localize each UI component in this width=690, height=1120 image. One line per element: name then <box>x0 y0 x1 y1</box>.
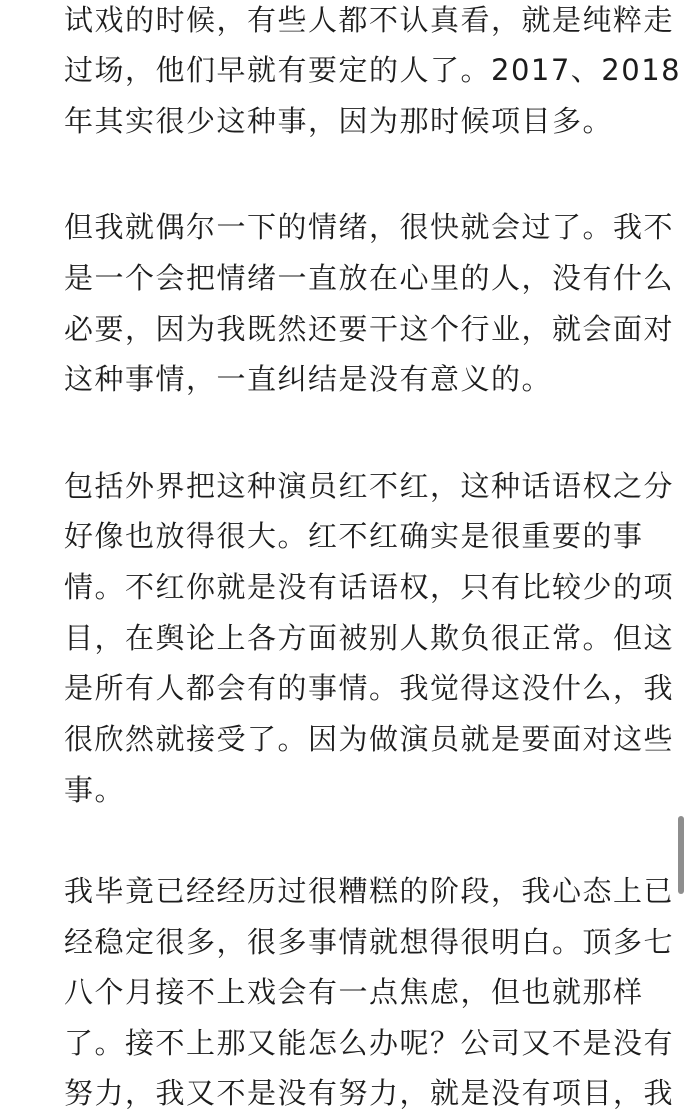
text-line: 情。不红你就是没有话语权，只有比较少的项 <box>64 570 675 604</box>
text-line: 必要，因为我既然还要干这个行业，就会面对 <box>64 312 675 346</box>
text-line: 经稳定很多，很多事情就想得很明白。顶多七 <box>64 925 675 959</box>
text-line: 但我就偶尔一下的情绪，很快就会过了。我不 <box>64 210 675 244</box>
text-line: 努力，我又不是没有努力，就是没有项目，我 <box>64 1076 675 1110</box>
text-line: 我毕竟已经经历过很糟糕的阶段，我心态上已 <box>64 874 675 908</box>
text-line: 目，在舆论上各方面被别人欺负很正常。但这 <box>64 621 675 655</box>
text-line: 这种事情，一直纠结是没有意义的。 <box>64 362 553 396</box>
text-line: 是一个会把情绪一直放在心里的人，没有什么 <box>64 261 675 295</box>
text-line: 了。接不上那又能怎么办呢？公司又不是没有 <box>64 1026 675 1060</box>
text-line: 事。 <box>64 773 126 807</box>
text-line: 八个月接不上戏会有一点焦虑，但也就那样 <box>64 975 644 1009</box>
text-line: 是所有人都会有的事情。我觉得这没什么，我 <box>64 671 675 705</box>
text-line: 过场，他们早就有要定的人了。2017、2018 <box>64 53 682 87</box>
text-line: 很欣然就接受了。因为做演员就是要面对这些 <box>64 722 675 756</box>
text-line: 年其实很少这种事，因为那时候项目多。 <box>64 104 614 138</box>
text-line: 包括外界把这种演员红不红，这种话语权之分 <box>64 469 675 503</box>
text-line: 试戏的时候，有些人都不认真看，就是纯粹走 <box>64 3 675 37</box>
scrollbar-thumb[interactable] <box>678 816 684 894</box>
text-line: 好像也放得很大。红不红确实是很重要的事 <box>64 519 644 553</box>
